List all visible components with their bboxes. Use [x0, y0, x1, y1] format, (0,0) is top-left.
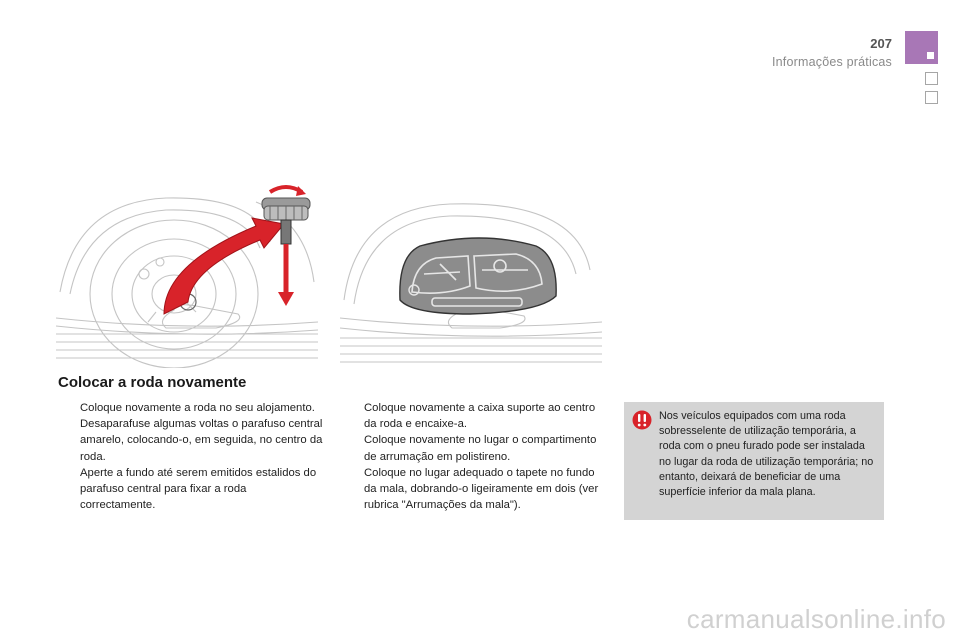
warning-note-text: Nos veículos equipados com uma roda sobresselente de utilização temporária, a roda com o pneu furado pode ser instalada no lugar da roda de utilização temporária; no entanto, deixará de beneficiar de uma superfície inferior da mala plana.	[659, 410, 874, 499]
list-item-text: Coloque no lugar adequado o tapete no fundo da mala, dobrando-o ligeiramente em dois (ver rubrica "Arrumações da mala").	[364, 466, 599, 512]
list-item-text: Coloque novamente a caixa suporte ao centro da roda e encaixe-a.	[364, 402, 596, 431]
page-number: 207	[870, 36, 892, 51]
warning-icon	[632, 410, 652, 430]
section-title: Informações práticas	[771, 55, 892, 69]
section-heading: Colocar a roda novamente	[58, 374, 247, 391]
list-item-text: Aperte a fundo até serem emitidos estalidos do parafuso central para fixar a roda correctamente.	[80, 466, 317, 512]
list-item	[342, 400, 604, 432]
list-item	[342, 465, 604, 514]
instruction-list-left	[58, 400, 323, 513]
chapter-tab-active[interactable]	[905, 31, 938, 64]
instruction-list-right	[342, 400, 604, 513]
list-item	[58, 416, 323, 465]
list-item-text: Desaparafuse algumas voltas o parafuso central amarelo, colocando-o, em seguida, no centro da roda.	[80, 418, 323, 463]
storage-tray-illustration	[340, 200, 602, 368]
list-item	[342, 432, 604, 464]
list-item-text: Coloque novamente a roda no seu alojamento.	[80, 402, 315, 414]
chapter-tab[interactable]	[925, 72, 938, 85]
wheel-bolt-illustration	[56, 182, 318, 368]
list-item	[58, 400, 323, 416]
watermark: carmanualsonline.info	[686, 604, 946, 634]
chapter-tab[interactable]	[925, 91, 938, 104]
warning-note	[624, 402, 884, 520]
list-item-text: Coloque novamente no lugar o compartimento de arrumação em polistireno.	[364, 434, 597, 463]
list-item	[58, 465, 323, 514]
tab-indicator-dot	[927, 52, 934, 59]
